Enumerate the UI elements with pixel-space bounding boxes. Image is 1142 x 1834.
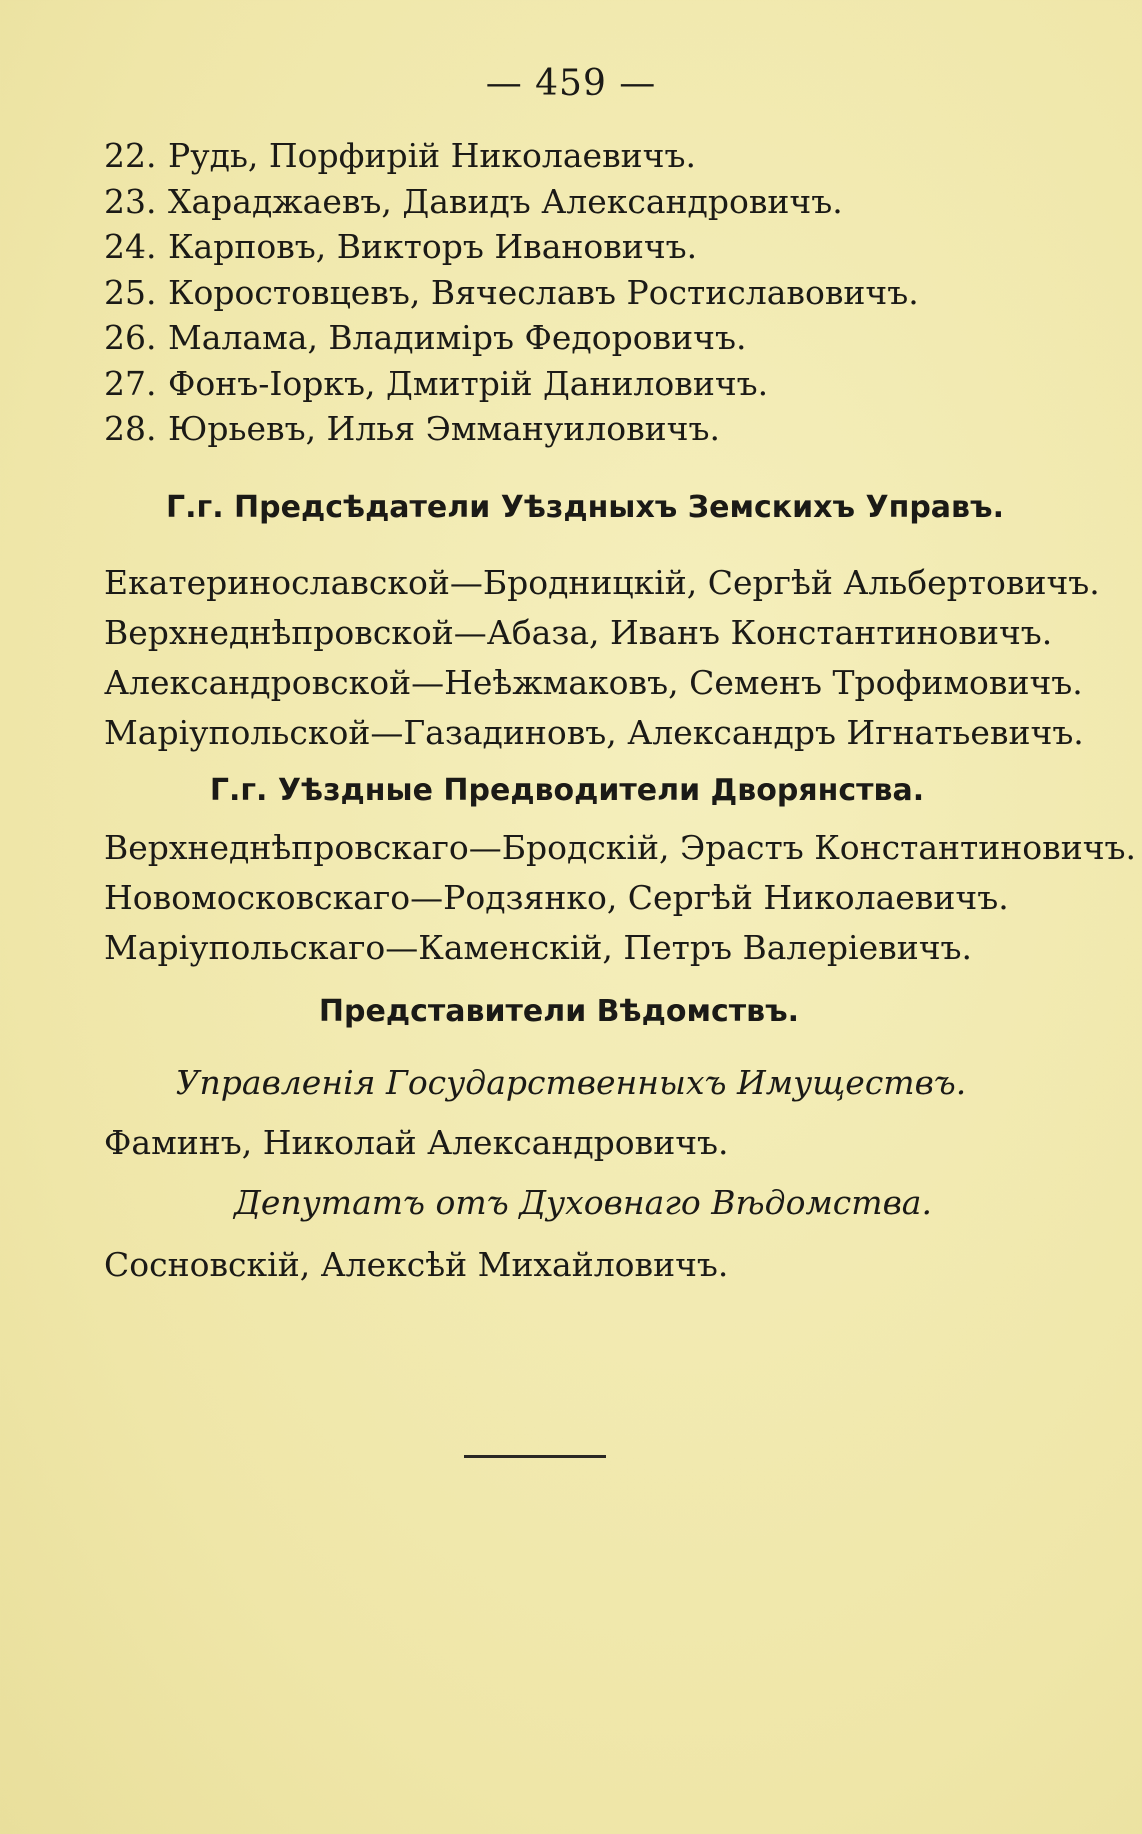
list-item [104, 224, 919, 270]
nobility-entry: Верхнеднѣпровскаго—Бродскій, Эрастъ Константиновичъ. [104, 828, 1137, 867]
list-item [104, 361, 919, 407]
zemstvo-list [104, 558, 1100, 758]
spiritual-entry: Сосновскій, Алексѣй Михайловичъ. [104, 1245, 729, 1284]
list-item-text: Хараджаевъ, Давидъ Александровичъ. [168, 181, 843, 221]
list-item-text: Карповъ, Викторъ Ивановичъ. [168, 227, 698, 266]
end-divider [464, 1455, 606, 1458]
member-list [104, 133, 919, 452]
state-property-entry: Фаминъ, Николай Александровичъ. [104, 1123, 729, 1162]
list-item-text: Малама, Владиміръ Федоровичъ. [168, 318, 747, 357]
nobility-entry: Новомосковскаго—Родзянко, Сергѣй Николаевичъ. [104, 878, 1009, 917]
list-item-number: 24. [104, 227, 157, 266]
zemstvo-entry: Верхнеднѣпровской—Абаза, Иванъ Константиновичъ. [104, 613, 1053, 652]
nobility-heading: Г.г. Уѣздные Предводители Дворянства. [209, 773, 925, 808]
ministries-heading: Представители Вѣдомствъ. [318, 994, 800, 1029]
spiritual-subheading: Депутатъ отъ Духовнаго Вѣдомства. [234, 1183, 932, 1222]
list-item-number: 26. [104, 318, 157, 357]
list-item [104, 133, 919, 179]
state-property-subheading: Управленія Государственныхъ Имуществъ. [175, 1063, 967, 1102]
list-item-number: 22. [104, 136, 157, 175]
list-item-text: Коростовцевъ, Вячеславъ Ростиславовичъ. [168, 272, 919, 312]
list-item-number: 25. [104, 272, 157, 312]
list-item-number: 23. [104, 181, 157, 221]
list-item-text: Юрьевъ, Илья Эммануиловичъ. [168, 409, 720, 448]
zemstvo-entry: Маріупольской—Газадиновъ, Александръ Игнатьевичъ. [104, 713, 1084, 752]
list-item [104, 406, 919, 452]
list-item-number: 27. [104, 363, 157, 403]
list-item-text: Рудь, Порфирій Николаевичъ. [168, 136, 696, 175]
page-number: — 459 — [485, 63, 657, 104]
nobility-list [104, 823, 1136, 973]
list-item [104, 270, 919, 316]
zemstvo-heading: Г.г. Предсѣдатели Уѣздныхъ Земскихъ Управъ. [166, 490, 1004, 525]
zemstvo-entry: Александровской—Неѣжмаковъ, Семенъ Трофимовичъ. [104, 663, 1083, 702]
list-item [104, 315, 919, 361]
list-item-number: 28. [104, 409, 157, 448]
nobility-entry: Маріупольскаго—Каменскій, Петръ Валеріевичъ. [104, 928, 973, 967]
zemstvo-entry: Екатеринославской—Бродницкій, Сергѣй Альбертовичъ. [104, 563, 1100, 602]
list-item [104, 179, 919, 225]
list-item-text: Фонъ-Іоркъ, Дмитрій Даниловичъ. [168, 363, 769, 403]
